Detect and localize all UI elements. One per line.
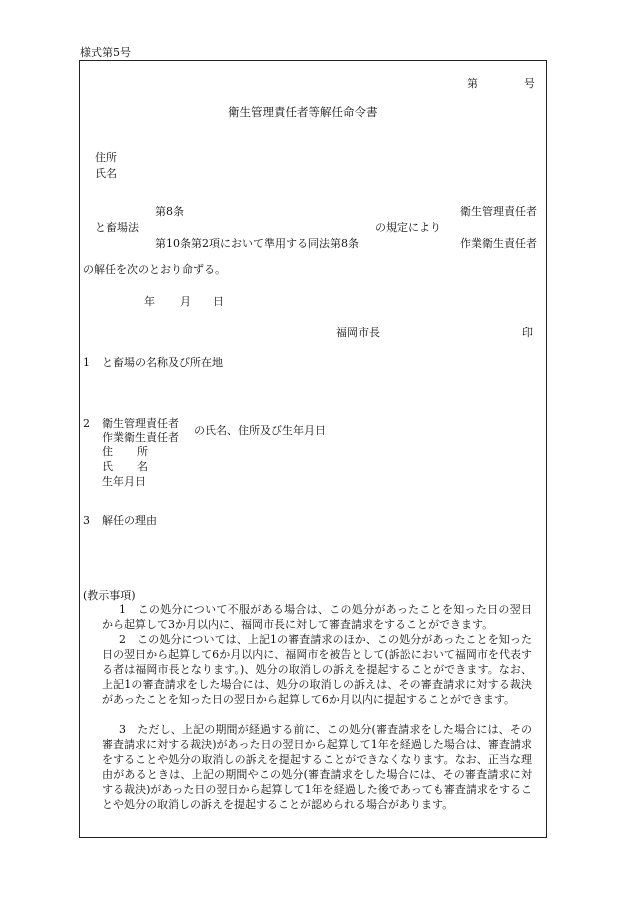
clause-article-8: 第8条: [155, 205, 184, 218]
notice-paragraph-1: 1 この処分について不服がある場合は、この処分があったことを知った日の翌日から起算して3か月以内に、福岡市長に対して審査請求をすることができます。: [102, 603, 532, 631]
clause-role-work-hygiene: 作業衛生責任者: [460, 237, 537, 250]
item2-name-char-1: 氏: [102, 460, 113, 473]
notice-paragraph-3: 3 ただし、上記の期間が経過する前に、この処分(審査請求をした場合には、その審査請求に対する裁決)があった日の翌日から起算して1年を経過した場合は、審査請求をすることや処分の取消しの訴えを提起することができなくなります。なお、正当な理由があるときは、上記の期間やこの処分(審査請求をした場合には、その審査請求に対する裁決)があった日の翌日から起算して1年を経過した後であっても審査請求をすることや処分の取消しの訴えを提起することが認められる場合があります。: [102, 723, 532, 811]
item2-number: 2: [83, 417, 90, 430]
date-day-label: 日: [213, 295, 224, 308]
clause-law-name: と畜場法: [95, 221, 139, 234]
date-month-label: 月: [180, 295, 191, 308]
seal-mark: 印: [522, 326, 533, 339]
recipient-address-label: 住所: [95, 151, 117, 164]
item1-number: 1: [83, 356, 90, 369]
item2-birthdate-label: 生年月日: [102, 475, 146, 488]
clause-article-10: 第10条第2項において準用する同法第8条: [155, 237, 359, 250]
item1-text: と畜場の名称及び所在地: [102, 356, 223, 369]
item2-suffix: の氏名、住所及び生年月日: [194, 424, 326, 437]
order-sentence: の解任を次のとおり命ずる。: [83, 263, 226, 276]
item3-text: 解任の理由: [102, 514, 157, 527]
item3-number: 3: [83, 514, 90, 527]
clause-role-hygiene-manager: 衛生管理責任者: [460, 205, 537, 218]
item2-address-char-1: 住: [102, 445, 113, 458]
notice-paragraph-2: 2 この処分については、上記1の審査請求のほか、この処分があったことを知った日の翌日から起算して6か月以内に、福岡市を被告として(訴訟において福岡市を代表する者は福岡市長となります。)、処分の取消しの訴えを提起することができます。なお、上記1の審査請求をした場合には、処分の取消しの訴えは、その審査請求に対する裁決があったことを知った日の翌日から起算して6か月以内に提起することができます。: [102, 633, 532, 706]
clause-provision: の規定により: [375, 221, 441, 234]
item2-name-label: [102, 461, 148, 472]
issuer-title: 福岡市長: [336, 326, 380, 339]
notice-heading: (教示事項): [83, 589, 136, 602]
item2-role-hygiene-manager: 衛生管理責任者: [102, 417, 179, 430]
document-title: 衛生管理責任者等解任命令書: [228, 105, 378, 119]
recipient-name-label: 氏名: [95, 167, 117, 180]
date-year-label: 年: [144, 295, 155, 308]
item2-address-label: [102, 446, 148, 457]
document-number-suffix: 号: [524, 77, 535, 90]
item2-name-char-2: 名: [137, 460, 148, 473]
item2-role-work-hygiene: 作業衛生責任者: [102, 431, 179, 444]
item2-address-char-2: 所: [137, 445, 148, 458]
form-number: 様式第5号: [80, 46, 131, 59]
document-number-prefix: 第: [467, 77, 478, 90]
document-frame: [79, 60, 547, 838]
